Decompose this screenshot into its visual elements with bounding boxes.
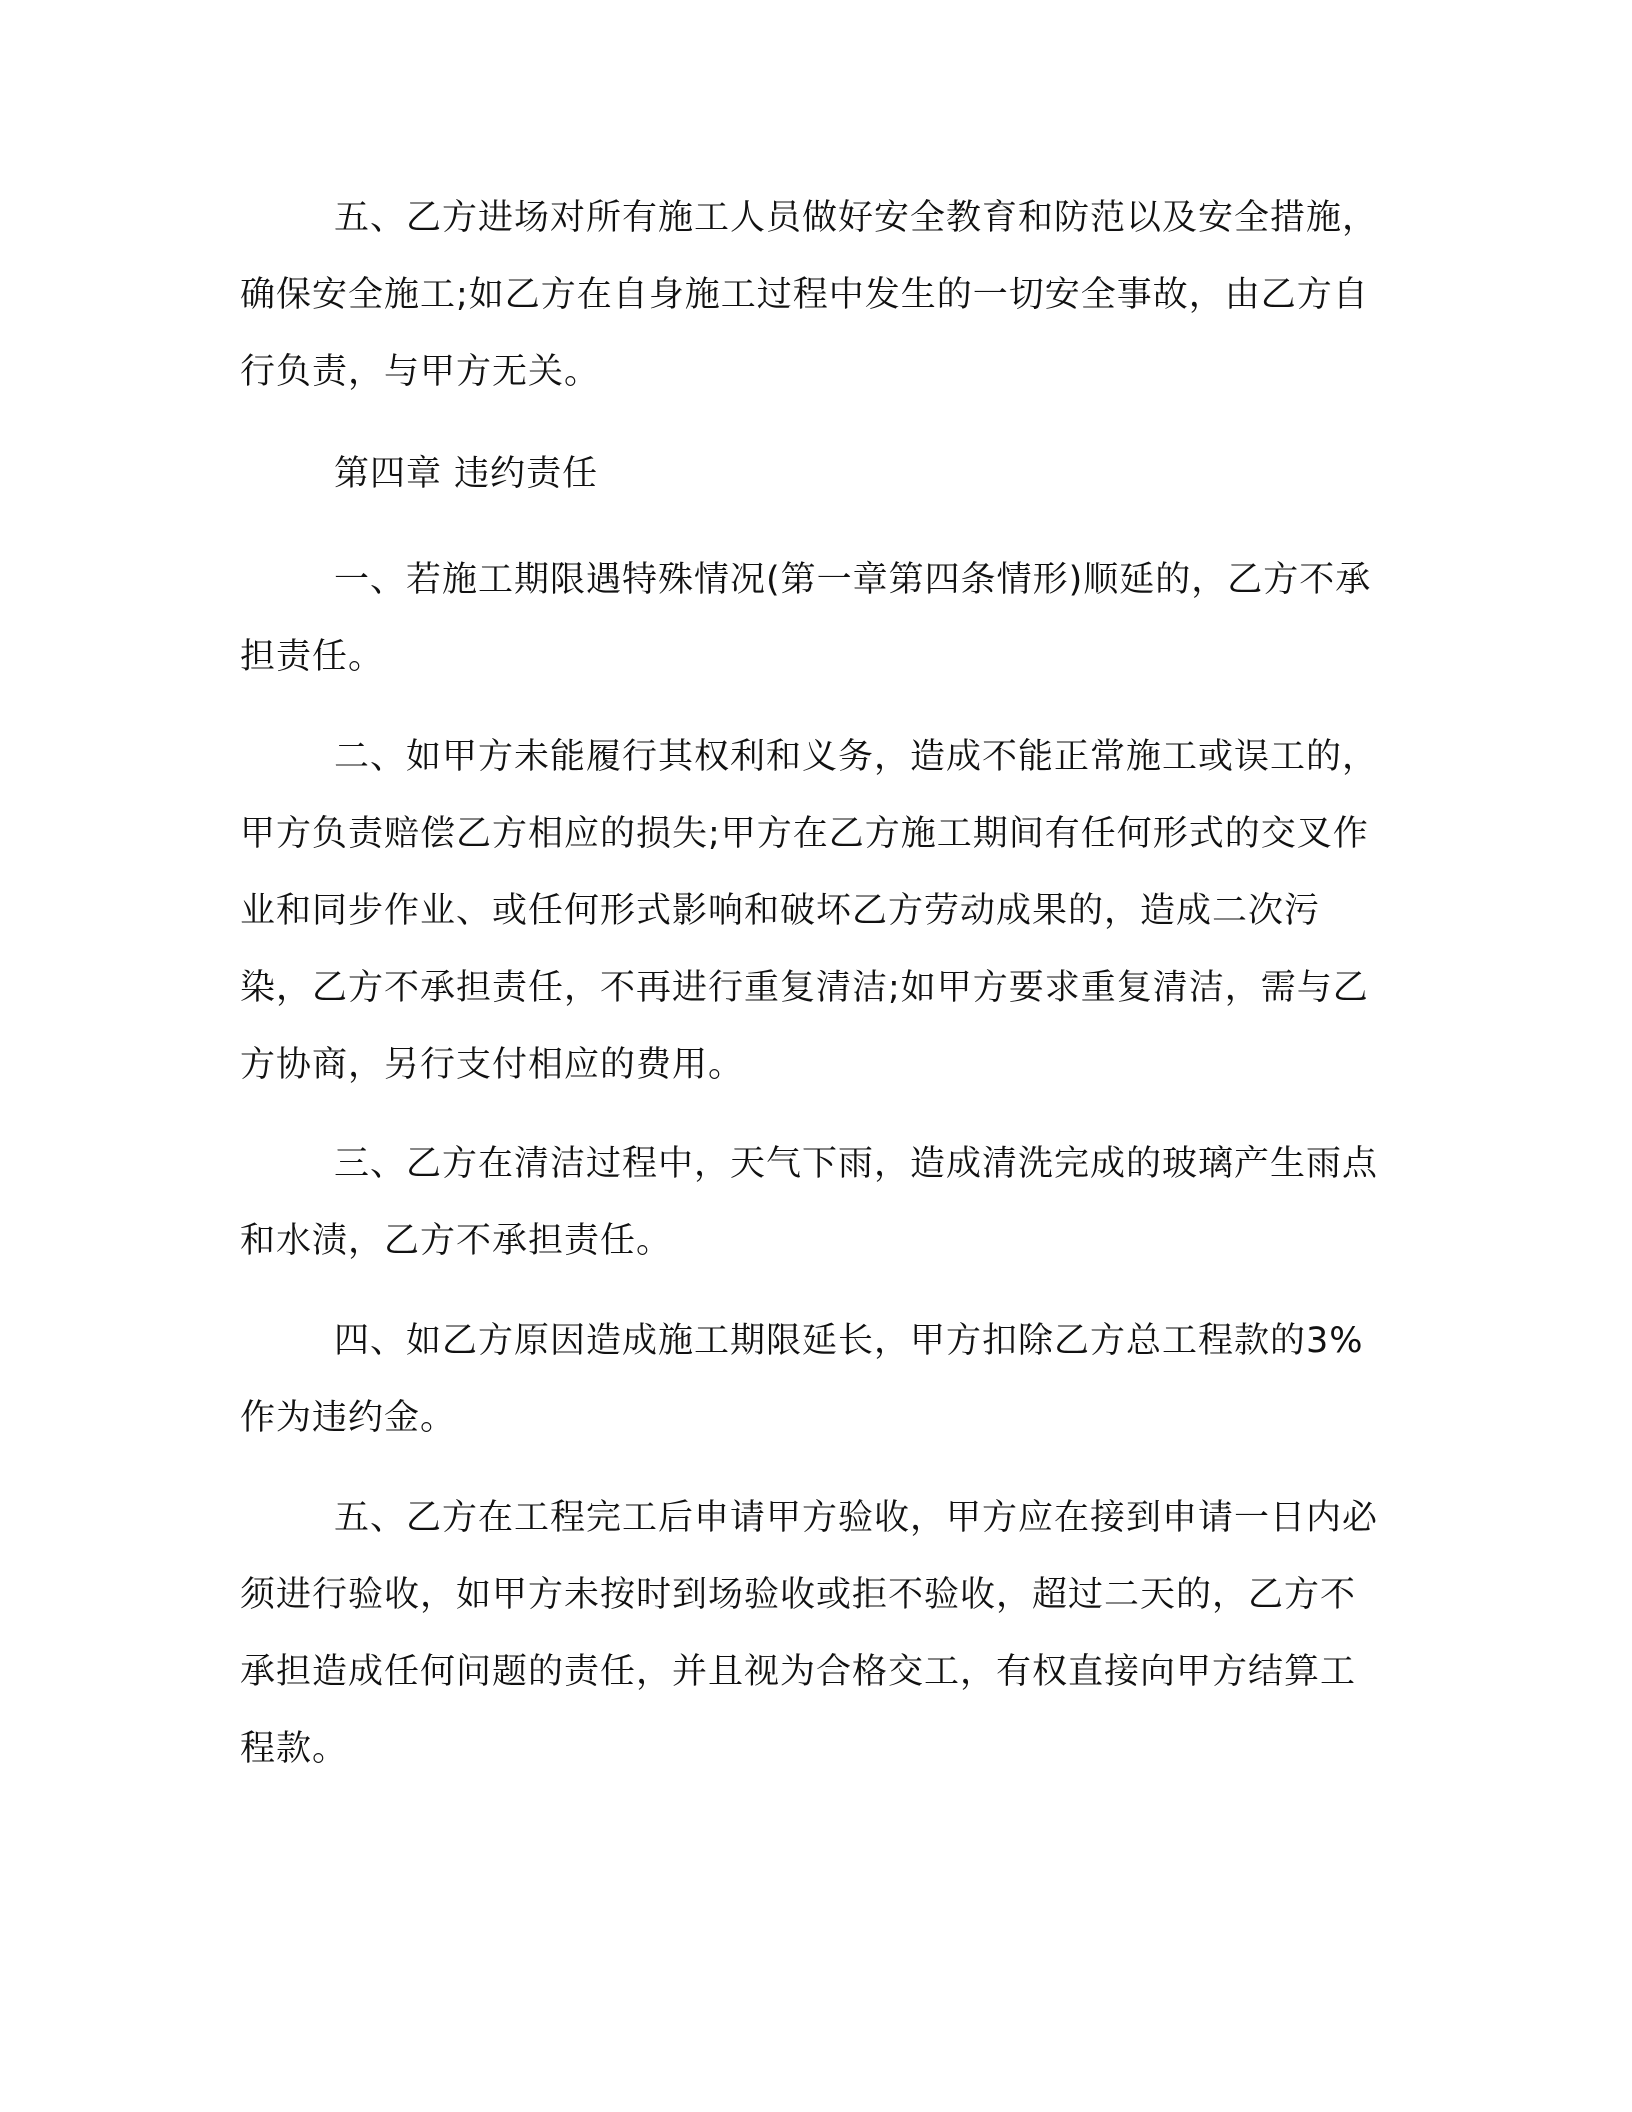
clause-3-rain: 三、乙方在清洁过程中，天气下雨，造成清洗完成的玻璃产生雨点和水渍，乙方不承担责任。 (240, 1144, 1379, 1261)
clause-4-penalty: 四、如乙方原因造成施工期限延长，甲方扣除乙方总工程款的3%作为违约金。 (240, 1321, 1364, 1438)
clause-2-party-a-duties: 二、如甲方未能履行其权利和义务，造成不能正常施工或误工的，甲方负责赔偿乙方相应的损失;甲方在乙方施工期间有任何形式的交叉作业和同步作业、或任何形式影响和破坏乙方劳动成果的，造成二次污染，乙方不承担责任，不再进行重复清洁;如甲方要求重复清洁，需与乙方协商，另行支付相应的费用。 (240, 737, 1379, 1085)
clause-5-acceptance: 五、乙方在工程完工后申请甲方验收，甲方应在接到申请一日内必须进行验收，如甲方未按时到场验收或拒不验收，超过二天的，乙方不承担造成任何问题的责任，并且视为合格交工，有权直接向甲方结算工程款。 (240, 1498, 1379, 1769)
clause-5-safety: 五、乙方进场对所有施工人员做好安全教育和防范以及安全措施，确保安全施工;如乙方在自身施工过程中发生的一切安全事故，由乙方自行负责，与甲方无关。 (240, 198, 1379, 392)
clause-1-delay: 一、若施工期限遇特殊情况(第一章第四条情形)顺延的，乙方不承担责任。 (240, 560, 1372, 677)
chapter-4-heading: 第四章 违约责任 (334, 454, 599, 494)
